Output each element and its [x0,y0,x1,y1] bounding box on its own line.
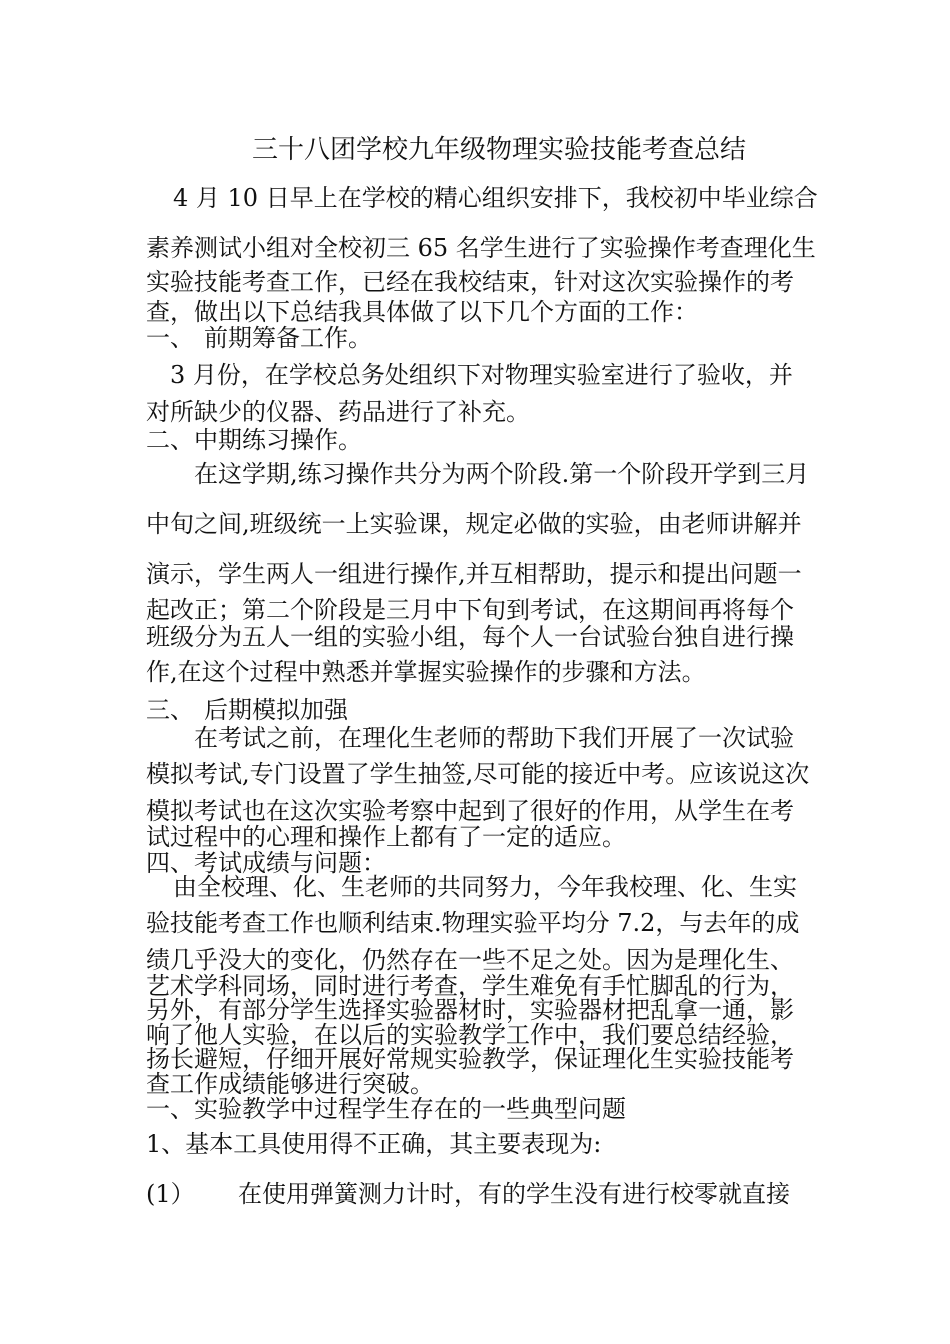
section3-line-2: 模拟考试,专门设置了学生抽签,尽可能的接近中考。应该说这次 [146,760,810,788]
section3-line-3: 模拟考试也在这次实验考察中起到了很好的作用，从学生在考 [146,797,794,825]
section4-line-4: 艺术学科同场，同时进行考查，学生难免有手忙脚乱的行为， [146,972,794,1000]
section4-line-8: 查工作成绩能够进行突破。 [146,1070,434,1098]
section1-line-2: 对所缺少的仪器、药品进行了补充。 [146,398,530,426]
section1-title: 前期筹备工作。 [204,324,372,352]
section4-line-7: 扬长避短，仔细开展好常规实验教学，保证理化生实验技能考 [146,1045,794,1073]
section4-line-6: 响了他人实验，在以后的实验教学工作中，我们要总结经验， [146,1021,794,1049]
section3-line-4: 试过程中的心理和操作上都有了一定的适应。 [146,823,626,851]
section1-line-1: 3 月份，在学校总务处组织下对物理实验室进行了验收，并 [170,361,793,389]
intro-line-2: 素养测试小组对全校初三 65 名学生进行了实验操作考查理化生 [146,234,816,262]
section3-number: 三、 [146,696,194,724]
section4-line-2: 验技能考查工作也顺利结束.物理实验平均分 7.2，与去年的成 [146,909,800,937]
section4-heading: 四、考试成绩与问题： [146,849,386,877]
intro-line-3: 实验技能考查工作，已经在我校结束，针对这次实验操作的考 [146,268,794,296]
section2-line-3: 演示，学生两人一组进行操作,并互相帮助，提示和提出问题一 [146,560,802,588]
section2-line-5: 班级分为五人一组的实验小组，每个人一台试验台独自进行操 [146,623,794,651]
intro-line-1: 4 月 10 日早上在学校的精心组织安排下，我校初中毕业综合 [173,184,818,212]
part2-item-1 [146,1178,806,1210]
section2-line-2: 中旬之间,班级统一上实验课，规定必做的实验，由老师讲解并 [146,510,802,538]
document-title: 三十八团学校九年级物理实验技能考查总结 [251,135,746,165]
section2-heading: 二、中期练习操作。 [146,426,362,454]
part2-point-1: 1、基本工具使用得不正确，其主要表现为: [146,1130,602,1158]
section2-line-1: 在这学期,练习操作共分为两个阶段.第一个阶段开学到三月 [194,460,810,488]
section2-line-6: 作,在这个过程中熟悉并掌握实验操作的步骤和方法。 [146,658,706,686]
section3-title: 后期模拟加强 [204,696,348,724]
section2-line-4: 起改正；第二个阶段是三月中下旬到考试，在这期间再将每个 [146,596,794,624]
item-1-label: (1） [146,1180,195,1208]
section4-line-1: 由全校理、化、生老师的共同努力，今年我校理、化、生实 [173,873,797,901]
item-1-text: 在使用弹簧测力计时，有的学生没有进行校零就直接 [238,1180,790,1208]
section1-heading [146,322,806,354]
section4-line-3: 绩几乎没大的变化，仍然存在一些不足之处。因为是理化生、 [146,946,794,974]
part2-heading: 一、实验教学中过程学生存在的一些典型问题 [146,1095,626,1123]
section1-number: 一、 [146,324,194,352]
intro-line-4: 查，做出以下总结我具体做了以下几个方面的工作： [146,298,698,326]
section3-line-1: 在考试之前，在理化生老师的帮助下我们开展了一次试验 [194,724,794,752]
section4-line-5: 另外，有部分学生选择实验器材时，实验器材把乱拿一通，影 [146,996,794,1024]
